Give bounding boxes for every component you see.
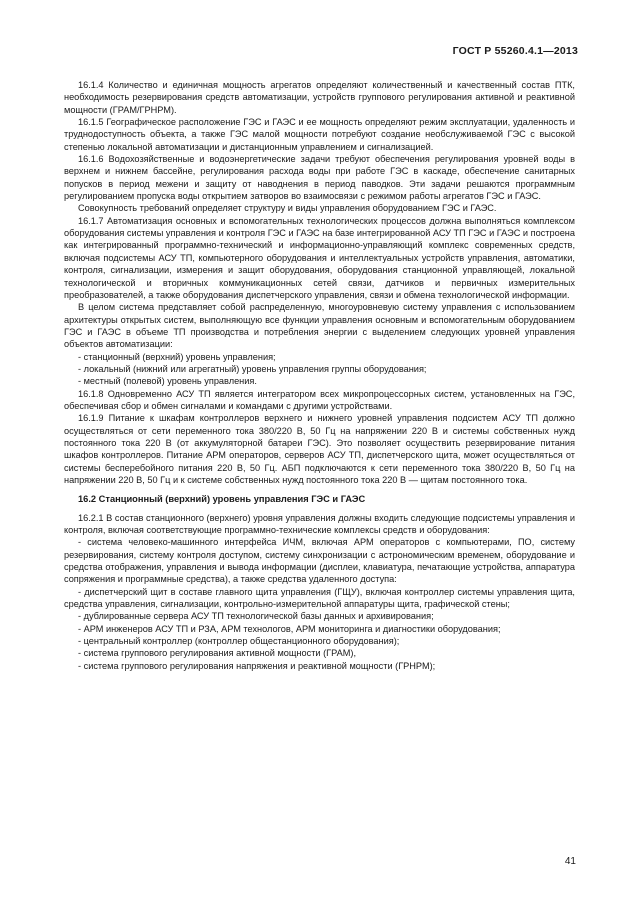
paragraph-16-1-6: 16.1.6 Водохозяйственные и водоэнергетические задачи требуют обеспечения регулирования уровней воды в верхнем и нижнем бассейне, регулирования расхода воды при работе ГЭС в каскаде, обеспечение санитарных попусков в период межени и защиту от наводнения в период паводков. Эти задачи решаются программным регулированием пропуска воды открытием затворов во взаимосвязи с режимом работы агрегатов ГЭС и ГАЭС. [64, 154, 575, 202]
page-body [64, 79, 575, 672]
paragraph-16-2-1: 16.2.1 В состав станционного (верхнего) уровня управления должны входить следующие подсистемы управления и контроля, включая соответствующие программно-технические комплексы средств и оборудования: [64, 512, 575, 536]
section-heading-16-2: 16.2 Станционный (верхний) уровень управления ГЭС и ГАЭС [78, 494, 366, 505]
paragraph-16-1-9: 16.1.9 Питание к шкафам контроллеров верхнего и нижнего уровней управления подсистем АСУ ТП должно осуществляться от сети переменного тока 380/220 В, 50 Гц на напряжении 220 В и системы собственных нужд постоянного тока 220 В (от аккумуляторной батареи ГЭС). Это позволяет осуществить резервирование питания шкафов контроллеров. Питание АРМ операторов, серверов АСУ ТП, диспетчерского щита, может осуществляться от системы бесперебойного питания 220 В, 50 Гц. АБП подключаются к сети переменного тока 380/220 В, 50 Гц на напряжении 220 В, 50 Гц и к системе собственных нужд постоянного тока 220 В — щитам постоянного тока. [64, 413, 575, 485]
list-item-component: - дублированные сервера АСУ ТП технологической базы данных и архивирования; [78, 611, 434, 622]
list-item-component: - система группового регулирования напряжения и реактивной мощности (ГРНРМ); [78, 660, 436, 671]
paragraph-16-1-5: 16.1.5 Географическое расположение ГЭС и ГАЭС и ее мощность определяют режим эксплуатации, удаленность и труднодоступность объекта, а также ГЭС малой мощности потребуют создание необслуживаемой ГЭС с высокой степенью локальной автоматизации и дистанционным управлением и сигнализацией. [64, 117, 575, 152]
list-item-component: - диспетчерский щит в составе главного щита управления (ГЩУ), включая контроллер системы управления щита, средства управления, сигнализации, контрольно-измерительной аппаратуры щита, графической стены; [64, 586, 575, 610]
paragraph-16-1-4: 16.1.4 Количество и единичная мощность агрегатов определяют количественный и качественный состав ПТК, необходимость резервирования средств автоматизации, устройств группового регулирования активной и реактивной мощности (ГРАМ/ГРНРМ). [64, 80, 575, 115]
page-number: 41 [564, 856, 576, 867]
list-item-level: - местный (полевой) уровень управления. [78, 376, 257, 387]
list-item-component: - центральный контроллер (контроллер общестанционного оборудования); [78, 636, 400, 647]
list-item-component: - система группового регулирования активной мощности (ГРАМ), [78, 648, 357, 659]
paragraph-16-1-7: 16.1.7 Автоматизация основных и вспомогательных технологических процессов должна выполняться комплексом оборудования системы управления и контроля ГЭС и ГАЭС на базе интегрированной АСУ ТП ГЭС и ГАЭС и построена как интегрированный программно-технический и информационно-управляющий комплекс современных средств, включая подсистемы АСУ ТП, компьютерного оборудования и интеллектуальных устройств управления, автоматики, контроля, сигнализации, измерения и защит оборудования, оборудования станционной управляющей, локальной технологической и вторичных коммуникационных сетей связи, датчиков и первичных измерительных преобразователей, а также оборудования диспетчерского управления, связи и обмена технологической информации. [64, 215, 575, 300]
paragraph-system-overview: В целом система представляет собой распределенную, многоуровневую систему управления с использованием архитектуры открытых систем, выполняющую все функции управления основным и вспомогательным оборудованием ГЭС и ГАЭС в объеме ТП производства и потребления энергии с выделением следующих уровней управления объектов автоматизации: [64, 302, 575, 350]
list-item-component: - АРМ инженеров АСУ ТП и РЗА, АРМ технологов, АРМ мониторинга и диагностики оборудования; [78, 623, 501, 634]
list-item-level: - станционный (верхний) уровень управления; [78, 351, 276, 362]
list-item-level: - локальный (нижний или агрегатный) уровень управления группы оборудования; [78, 363, 427, 374]
list-item-component: - система человеко-машинного интерфейса ИЧМ, включая АРМ операторов с компьютерами, ПО, систему резервирования, систему контроля доступом, систему синхронизации с астрономическим временем, оборудование и средства отображения, управления и вывода информации (дисплеи, клавиатура, печатающие устройства, аппаратура сопряжения и программные средства), а также средства удаленного доступа: [64, 537, 575, 585]
document-standard-id: ГОСТ Р 55260.4.1—2013 [452, 45, 578, 57]
paragraph-requirements-summary: Совокупность требований определяет структуру и виды управления оборудованием ГЭС и ГАЭС. [78, 203, 497, 214]
paragraph-16-1-8: 16.1.8 Одновременно АСУ ТП является интегратором всех микропроцессорных систем, установленных на ГЭС, обеспечивая сбор и обмен сигналами и командами с другими устройствами. [64, 388, 575, 411]
